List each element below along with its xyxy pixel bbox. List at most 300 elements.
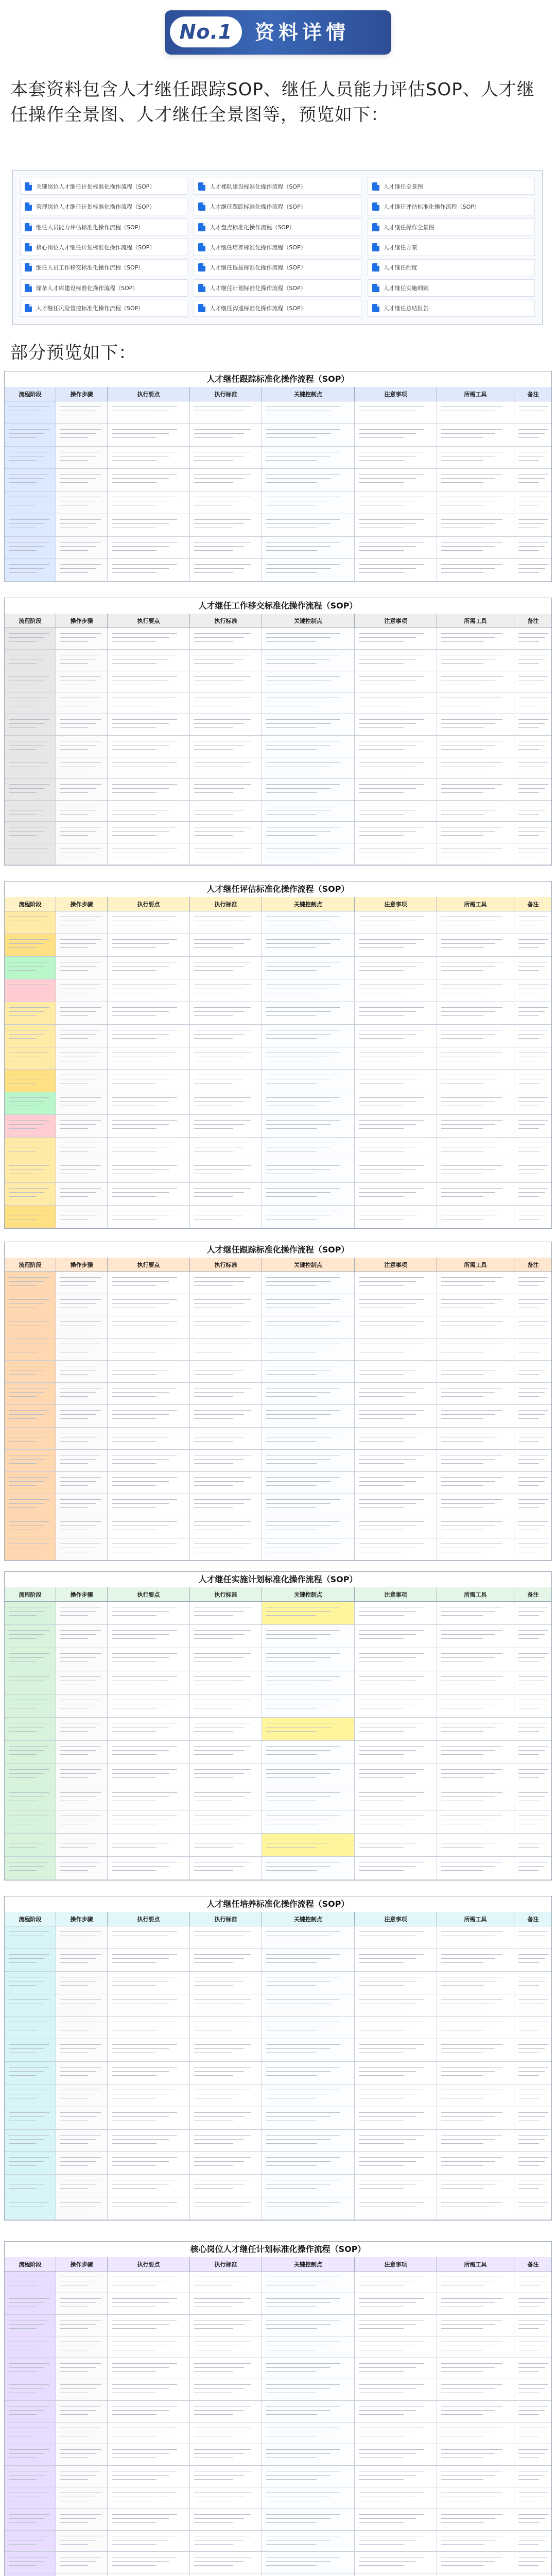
table-cell: [262, 1405, 355, 1427]
sheet-header: [5, 2257, 551, 2272]
table-cell: [5, 2552, 56, 2573]
section-badge: [165, 10, 391, 55]
toc-item: [20, 279, 187, 296]
table-cell: [56, 424, 108, 447]
table-cell: [56, 2379, 108, 2401]
sheet-title: 人才继任跟踪标准化操作流程（SOP）: [5, 1242, 551, 1258]
table-cell: [56, 843, 108, 865]
file-icon: [25, 284, 32, 292]
table-cell: [355, 1741, 437, 1764]
file-icon: [372, 263, 379, 272]
table-cell: [437, 1764, 514, 1787]
table-cell: [514, 2401, 552, 2422]
table-cell: [108, 2509, 190, 2531]
table-cell: [514, 2197, 552, 2220]
toc-item: [194, 178, 361, 195]
table-cell: [56, 1741, 108, 1764]
header-cell: 执行要点: [108, 1258, 190, 1272]
table-cell: [262, 1206, 355, 1228]
table-cell: [190, 1206, 262, 1228]
table-cell: [108, 1002, 190, 1025]
table-cell: [108, 2401, 190, 2422]
sheet-header: [5, 897, 551, 911]
table-cell: [190, 1338, 262, 1361]
table-cell: [56, 1810, 108, 1834]
table-cell: [355, 2401, 437, 2422]
table-cell: [190, 2422, 262, 2444]
table-cell: [190, 1383, 262, 1405]
table-cell: [190, 2107, 262, 2130]
header-cell: 流程阶段: [5, 1912, 56, 1926]
table-cell: [5, 2175, 56, 2197]
header-cell: 执行要点: [108, 614, 190, 628]
table-cell: [56, 1002, 108, 1025]
table-cell: [190, 1472, 262, 1494]
table-cell: [5, 1787, 56, 1810]
table-cell: [437, 843, 514, 865]
table-cell: [262, 1694, 355, 1718]
table-cell: [190, 2293, 262, 2315]
table-cell: [108, 1316, 190, 1338]
table-cell: [262, 2336, 355, 2358]
table-cell: [5, 1405, 56, 1427]
table-cell: [514, 736, 552, 757]
table-cell: [437, 1625, 514, 1648]
header-cell: 流程阶段: [5, 387, 56, 401]
table-cell: [190, 1764, 262, 1787]
table-cell: [108, 1538, 190, 1561]
toc-item: [194, 279, 361, 296]
table-cell: [262, 934, 355, 957]
table-cell: [56, 2175, 108, 2197]
sheet-body: [5, 1926, 551, 2220]
table-cell: [262, 1857, 355, 1880]
table-cell: [108, 1272, 190, 1294]
table-cell: [514, 1070, 552, 1092]
table-cell: [5, 2358, 56, 2380]
table-cell: [5, 1694, 56, 1718]
table-cell: [5, 2062, 56, 2084]
table-cell: [262, 2531, 355, 2552]
table-cell: [108, 2175, 190, 2197]
table-cell: [355, 447, 437, 469]
table-cell: [262, 1361, 355, 1383]
table-cell: [5, 2272, 56, 2293]
table-cell: [355, 1516, 437, 1538]
table-cell: [437, 2422, 514, 2444]
table-cell: [514, 1671, 552, 1694]
header-cell: 执行要点: [108, 1587, 190, 1601]
table-cell: [262, 2293, 355, 2315]
table-cell: [437, 1972, 514, 1994]
table-cell: [437, 2062, 514, 2084]
table-cell: [514, 843, 552, 865]
table-cell: [514, 1183, 552, 1206]
file-icon: [25, 304, 32, 312]
table-cell: [514, 447, 552, 469]
table-cell: [108, 1764, 190, 1787]
table-cell: [355, 957, 437, 979]
table-cell: [355, 1538, 437, 1561]
table-cell: [262, 1494, 355, 1516]
table-cell: [514, 692, 552, 714]
file-icon: [372, 304, 379, 312]
table-cell: [5, 447, 56, 469]
toc-item-label: 人才继任培养标准化操作流程（SOP）: [210, 244, 306, 251]
toc-item: [368, 198, 535, 215]
table-cell: [56, 2466, 108, 2487]
table-cell: [514, 1949, 552, 1972]
table-cell: [5, 779, 56, 801]
table-cell: [108, 779, 190, 801]
table-cell: [190, 1450, 262, 1472]
table-cell: [514, 911, 552, 934]
table-cell: [108, 2552, 190, 2573]
table-cell: [56, 1115, 108, 1138]
table-cell: [355, 757, 437, 779]
sheet: [4, 881, 552, 1229]
table-cell: [514, 2444, 552, 2466]
toc-item: [20, 300, 187, 317]
table-cell: [437, 1138, 514, 1160]
table-cell: [5, 1428, 56, 1450]
table-cell: [437, 2152, 514, 2175]
table-cell: [5, 1272, 56, 1294]
table-cell: [108, 1494, 190, 1516]
table-cell: [437, 779, 514, 801]
table-cell: [108, 2039, 190, 2062]
header-cell: 备注: [514, 2257, 552, 2271]
table-cell: [190, 2175, 262, 2197]
table-cell: [437, 2130, 514, 2153]
table-cell: [56, 2401, 108, 2422]
file-icon: [25, 202, 32, 211]
table-cell: [108, 1338, 190, 1361]
file-icon: [198, 304, 205, 312]
table-cell: [5, 1338, 56, 1361]
table-cell: [262, 2175, 355, 2197]
table-cell: [437, 2107, 514, 2130]
table-cell: [190, 736, 262, 757]
table-cell: [355, 2336, 437, 2358]
toc-item-label: 人才继任选拔标准化操作流程（SOP）: [210, 264, 306, 272]
header-cell: 所需工具: [437, 2257, 514, 2271]
table-cell: [190, 1272, 262, 1294]
table-cell: [5, 1472, 56, 1494]
table-cell: [108, 1972, 190, 1994]
table-cell: [355, 1428, 437, 1450]
table-cell: [5, 1926, 56, 1949]
file-icon: [198, 243, 205, 251]
table-cell: [56, 1383, 108, 1405]
table-cell: [5, 1092, 56, 1115]
table-cell: [262, 2466, 355, 2487]
table-cell: [437, 1494, 514, 1516]
table-cell: [56, 1926, 108, 1949]
table-cell: [437, 979, 514, 1002]
table-cell: [437, 2401, 514, 2422]
table-cell: [56, 736, 108, 757]
table-cell: [355, 559, 437, 582]
header-cell: 执行标准: [190, 2257, 262, 2271]
table-cell: [437, 1472, 514, 1494]
header-cell: 关键控制点: [262, 614, 355, 628]
sheet-title: 核心岗位人才继任计划标准化操作流程（SOP）: [5, 2242, 551, 2258]
table-cell: [437, 1361, 514, 1383]
table-cell: [262, 559, 355, 582]
sheet: [4, 2241, 552, 2576]
table-cell: [514, 401, 552, 424]
table-cell: [190, 1602, 262, 1625]
table-cell: [190, 1949, 262, 1972]
toc-item: [194, 300, 361, 317]
table-cell: [514, 1383, 552, 1405]
table-cell: [437, 1047, 514, 1070]
table-cell: [437, 492, 514, 514]
table-cell: [262, 2379, 355, 2401]
table-cell: [56, 2293, 108, 2315]
table-cell: [437, 2487, 514, 2509]
toc-item: [368, 259, 535, 276]
table-cell: [514, 2016, 552, 2039]
table-cell: [56, 1602, 108, 1625]
table-cell: [5, 2152, 56, 2175]
table-cell: [437, 2531, 514, 2552]
table-cell: [190, 2444, 262, 2466]
toc-item: [368, 279, 535, 296]
sheet: [4, 598, 552, 866]
table-cell: [5, 2315, 56, 2336]
table-cell: [108, 2084, 190, 2107]
table-cell: [5, 1949, 56, 1972]
table-cell: [190, 2130, 262, 2153]
table-cell: [355, 1972, 437, 1994]
table-cell: [190, 714, 262, 736]
table-cell: [190, 1538, 262, 1561]
table-cell: [56, 1316, 108, 1338]
table-cell: [262, 2552, 355, 2573]
file-icon: [25, 263, 32, 272]
table-cell: [514, 1994, 552, 2017]
table-cell: [5, 1002, 56, 1025]
header-cell: 注意事项: [355, 1258, 437, 1272]
table-cell: [56, 692, 108, 714]
table-cell: [5, 736, 56, 757]
table-cell: [190, 801, 262, 822]
table-cell: [56, 2358, 108, 2380]
table-cell: [108, 2315, 190, 2336]
table-cell: [355, 1625, 437, 1648]
table-cell: [108, 1516, 190, 1538]
table-cell: [5, 1671, 56, 1694]
table-cell: [262, 2197, 355, 2220]
header-cell: 所需工具: [437, 1587, 514, 1601]
header-cell: 关键控制点: [262, 1258, 355, 1272]
header-cell: 备注: [514, 387, 552, 401]
table-cell: [190, 2152, 262, 2175]
table-cell: [355, 1694, 437, 1718]
table-cell: [56, 1272, 108, 1294]
table-cell: [108, 469, 190, 492]
table-cell: [56, 1428, 108, 1450]
table-cell: [190, 934, 262, 957]
header-cell: 执行要点: [108, 387, 190, 401]
table-cell: [355, 1648, 437, 1671]
header-cell: 备注: [514, 1587, 552, 1601]
header-cell: 操作步骤: [56, 1587, 108, 1601]
table-cell: [262, 1070, 355, 1092]
table-cell: [262, 2084, 355, 2107]
table-cell: [355, 2552, 437, 2573]
table-cell: [190, 1810, 262, 1834]
table-cell: [355, 1206, 437, 1228]
table-cell: [437, 2197, 514, 2220]
table-cell: [355, 671, 437, 693]
table-cell: [108, 1450, 190, 1472]
toc-item-label: 人才继任全景图: [383, 183, 423, 190]
table-cell: [437, 1741, 514, 1764]
table-cell: [108, 2016, 190, 2039]
table-cell: [514, 2552, 552, 2573]
table-cell: [514, 2130, 552, 2153]
table-cell: [262, 1538, 355, 1561]
table-cell: [514, 2039, 552, 2062]
table-cell: [5, 2466, 56, 2487]
table-cell: [355, 801, 437, 822]
table-cell: [108, 1138, 190, 1160]
table-cell: [190, 424, 262, 447]
header-cell: 操作步骤: [56, 1258, 108, 1272]
table-cell: [514, 1787, 552, 1810]
table-cell: [437, 2293, 514, 2315]
table-cell: [355, 2509, 437, 2531]
table-cell: [56, 2016, 108, 2039]
table-cell: [56, 779, 108, 801]
table-cell: [514, 1972, 552, 1994]
table-cell: [437, 2084, 514, 2107]
table-cell: [355, 1405, 437, 1427]
table-cell: [437, 757, 514, 779]
table-cell: [355, 1294, 437, 1316]
table-cell: [355, 779, 437, 801]
table-cell: [514, 2573, 552, 2576]
table-cell: [262, 1926, 355, 1949]
sheet-body: [5, 1602, 551, 1880]
table-cell: [108, 1361, 190, 1383]
file-icon: [198, 202, 205, 211]
table-cell: [108, 692, 190, 714]
table-cell: [514, 1025, 552, 1047]
table-cell: [262, 537, 355, 560]
table-cell: [108, 2487, 190, 2509]
sheet-title: 人才继任实施计划标准化操作流程（SOP）: [5, 1572, 551, 1588]
toc-item-label: 人才继任总结报告: [383, 305, 429, 312]
table-cell: [5, 2401, 56, 2422]
table-cell: [262, 2016, 355, 2039]
table-cell: [190, 1718, 262, 1741]
file-icon: [25, 243, 32, 251]
table-cell: [5, 934, 56, 957]
table-cell: [108, 1294, 190, 1316]
header-cell: 操作步骤: [56, 614, 108, 628]
table-cell: [108, 492, 190, 514]
table-cell: [190, 2197, 262, 2220]
table-cell: [190, 1857, 262, 1880]
table-cell: [514, 537, 552, 560]
table-cell: [514, 1694, 552, 1718]
table-cell: [108, 1428, 190, 1450]
table-cell: [262, 2444, 355, 2466]
table-cell: [262, 843, 355, 865]
table-cell: [56, 1405, 108, 1427]
toc-item: [20, 178, 187, 195]
table-cell: [514, 2152, 552, 2175]
table-cell: [56, 447, 108, 469]
table-cell: [437, 1160, 514, 1183]
table-cell: [437, 1338, 514, 1361]
file-icon: [198, 223, 205, 231]
table-cell: [108, 1857, 190, 1880]
table-cell: [262, 401, 355, 424]
table-cell: [355, 2444, 437, 2466]
table-cell: [262, 2487, 355, 2509]
table-cell: [437, 424, 514, 447]
sheet-title: 人才继任评估标准化操作流程（SOP）: [5, 882, 551, 897]
table-cell: [514, 957, 552, 979]
table-cell: [514, 1810, 552, 1834]
header-cell: 流程阶段: [5, 2257, 56, 2271]
file-icon: [198, 182, 205, 191]
table-cell: [190, 1926, 262, 1949]
table-cell: [514, 1047, 552, 1070]
table-cell: [437, 1092, 514, 1115]
table-cell: [190, 2573, 262, 2576]
table-cell: [5, 2039, 56, 2062]
table-cell: [355, 1338, 437, 1361]
table-cell: [262, 1810, 355, 1834]
table-cell: [514, 2107, 552, 2130]
table-cell: [190, 2379, 262, 2401]
table-cell: [437, 1926, 514, 1949]
table-cell: [514, 1450, 552, 1472]
table-cell: [190, 1002, 262, 1025]
sheet: [4, 371, 552, 582]
header-cell: 关键控制点: [262, 1587, 355, 1601]
table-cell: [355, 650, 437, 671]
table-cell: [56, 2315, 108, 2336]
table-cell: [108, 1183, 190, 1206]
table-cell: [262, 1338, 355, 1361]
toc-item-label: 人才梯队建设标准化操作流程（SOP）: [210, 183, 306, 190]
table-cell: [108, 2336, 190, 2358]
table-cell: [355, 2487, 437, 2509]
sheet-header: [5, 1912, 551, 1926]
table-cell: [262, 514, 355, 537]
file-icon: [372, 243, 379, 251]
table-cell: [5, 650, 56, 671]
table-cell: [262, 1092, 355, 1115]
table-cell: [56, 957, 108, 979]
table-cell: [190, 2466, 262, 2487]
toc-panel: [12, 170, 543, 325]
table-cell: [262, 2401, 355, 2422]
table-cell: [108, 628, 190, 650]
table-cell: [437, 2358, 514, 2380]
table-cell: [5, 2016, 56, 2039]
table-cell: [355, 1092, 437, 1115]
table-cell: [437, 1428, 514, 1450]
table-cell: [355, 1361, 437, 1383]
